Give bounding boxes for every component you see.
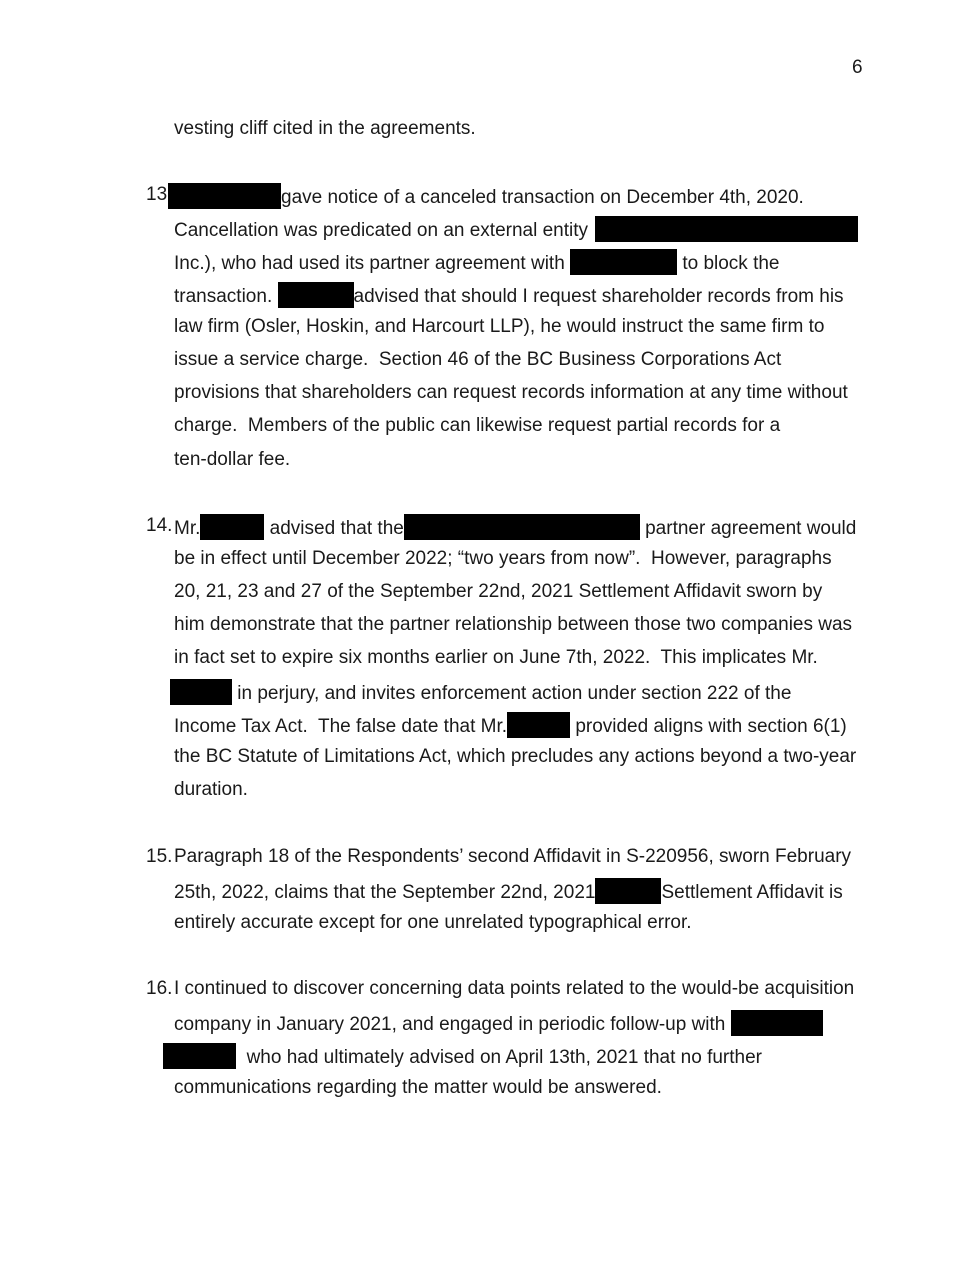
- para13-line-9: ten-dollar fee.: [174, 449, 291, 470]
- para13-text: Cancellation was predicated on an external entity: [174, 220, 589, 241]
- redaction-block: [168, 183, 281, 209]
- para14-line-8: the BC Statute of Limitations Act, which precludes any actions beyond a two-year: [174, 746, 857, 767]
- para13-line-6: issue a service charge. Section 46 of the BC Business Corporations Act: [174, 349, 782, 370]
- para14-text: in perjury, and invites enforcement action under section 222 of the: [237, 683, 792, 704]
- para14-text: Income Tax Act. The false date that Mr.: [174, 716, 508, 737]
- para14-number: 14.: [146, 515, 173, 536]
- para15-number: 15.: [146, 846, 173, 867]
- redaction-block: [404, 514, 640, 540]
- para14-line-4: him demonstrate that the partner relationship between those two companies was: [174, 614, 853, 635]
- redaction-block: [570, 249, 677, 275]
- para13-line-3: [174, 249, 780, 276]
- para15-line-3: entirely accurate except for one unrelated typographical error.: [174, 912, 692, 933]
- para15-text: 25th, 2022, claims that the September 22nd, 2021: [174, 882, 596, 903]
- redaction-block: [200, 514, 264, 540]
- redaction-block: [507, 712, 570, 738]
- para14-text: provided aligns with section 6(1): [575, 716, 847, 737]
- para14-line-6: [170, 679, 791, 706]
- para15-line-1: Paragraph 18 of the Respondents’ second Affidavit in S-220956, sworn February: [174, 846, 852, 867]
- para13-text: Inc.), who had used its partner agreement with: [174, 253, 565, 274]
- para14-text: partner agreement would: [645, 518, 857, 539]
- para14-line-9: duration.: [174, 779, 248, 800]
- redaction-block: [170, 679, 232, 705]
- para15-text: Settlement Affidavit is: [661, 882, 843, 903]
- para14-line-1: [174, 514, 856, 541]
- para13-number: 13: [146, 184, 168, 205]
- redaction-block: [731, 1010, 823, 1036]
- redaction-block: [278, 282, 354, 308]
- para14-line-3: 20, 21, 23 and 27 of the September 22nd, 2021 Settlement Affidavit sworn by: [174, 581, 823, 602]
- para14-line-5: in fact set to expire six months earlier on June 7th, 2022. This implicates Mr.: [174, 647, 818, 668]
- para16-text: company in January 2021, and engaged in periodic follow-up with: [174, 1014, 726, 1035]
- para13-text: gave notice of a canceled transaction on December 4th, 2020.: [281, 187, 804, 208]
- para16-line-1: I continued to discover concerning data points related to the would-be acquisition: [174, 978, 855, 999]
- para16-line-4: communications regarding the matter would be answered.: [174, 1077, 662, 1098]
- para13-text: transaction.: [174, 286, 273, 307]
- para13-line-1: [168, 183, 804, 210]
- para13-text: to block the: [682, 253, 780, 274]
- redaction-block: [595, 878, 661, 904]
- para13-line-8: charge. Members of the public can likewise request partial records for a: [174, 415, 781, 436]
- para12-line-1: vesting cliff cited in the agreements.: [174, 118, 476, 139]
- para13-line-4: [174, 282, 844, 309]
- para16-line-3: [163, 1043, 762, 1070]
- para14-text: advised that the: [269, 518, 404, 539]
- para13-line-7: provisions that shareholders can request records information at any time without: [174, 382, 848, 403]
- para13-line-2: [174, 216, 858, 243]
- redaction-block: [163, 1043, 236, 1069]
- para14-line-7: [174, 712, 847, 739]
- para14-line-2: be in effect until December 2022; “two years from now”. However, paragraphs: [174, 548, 832, 569]
- para16-line-2: [174, 1010, 823, 1037]
- para13-text: advised that should I request shareholder records from his: [353, 286, 844, 307]
- para16-text: who had ultimately advised on April 13th, 2021 that no further: [246, 1047, 763, 1068]
- para13-line-5: law firm (Osler, Hoskin, and Harcourt LLP), he would instruct the same firm to: [174, 316, 825, 337]
- para15-line-2: [174, 878, 843, 905]
- para16-number: 16.: [146, 978, 173, 999]
- page-number: 6: [852, 57, 863, 78]
- redaction-block: [595, 216, 858, 242]
- para14-text: Mr.: [174, 518, 201, 539]
